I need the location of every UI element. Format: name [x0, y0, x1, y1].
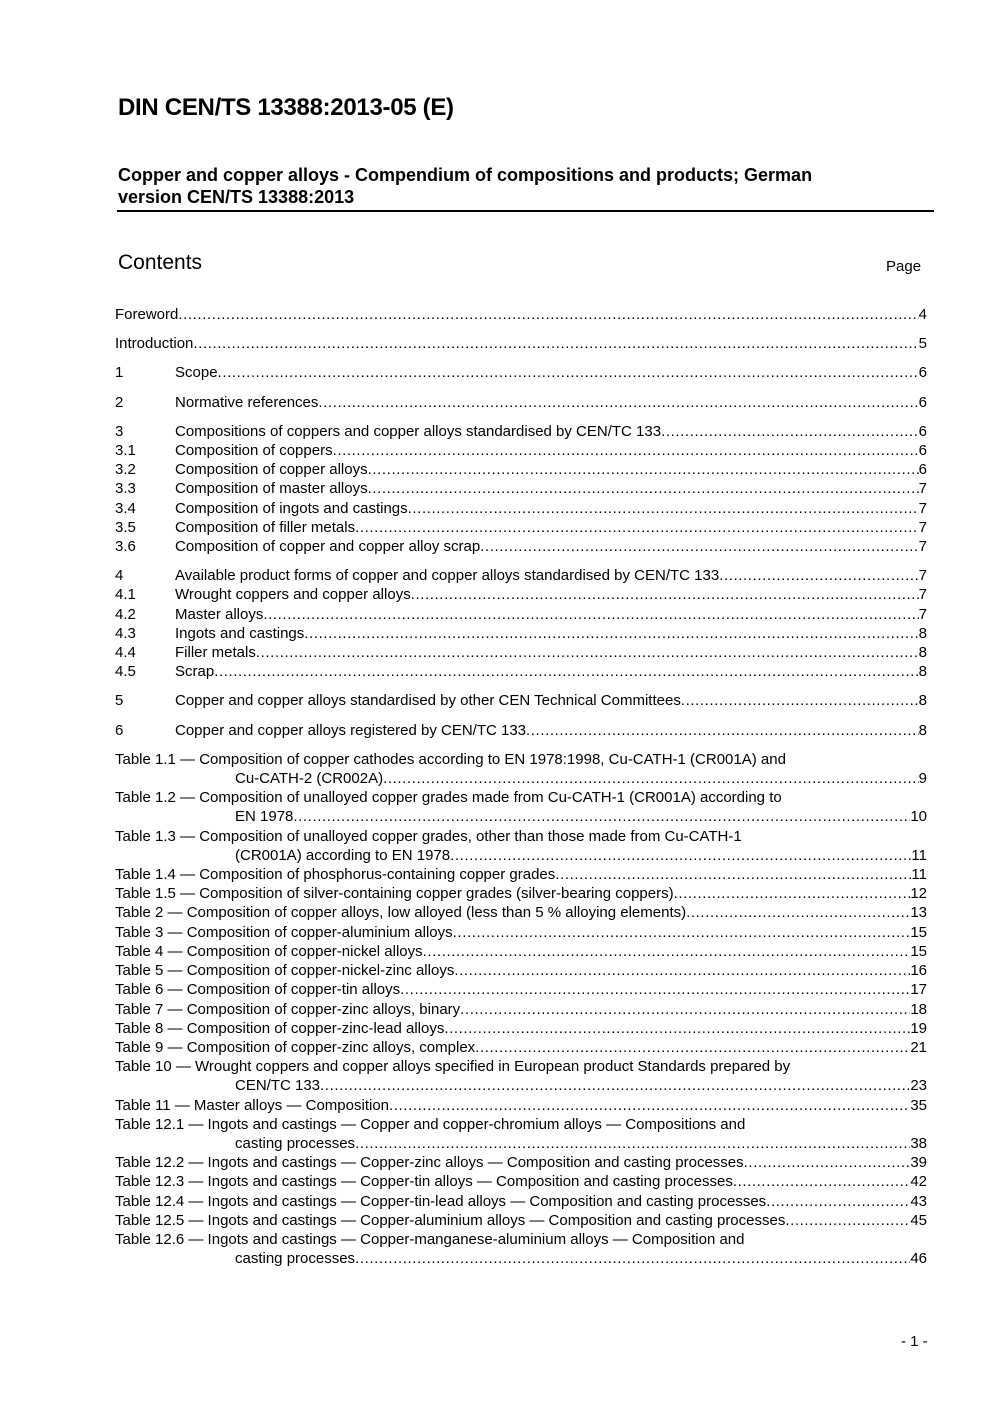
dot-leader	[785, 1211, 910, 1230]
toc-table-entry[interactable]	[115, 1115, 927, 1153]
page-ref: 7	[918, 567, 927, 585]
page-ref: 15	[910, 923, 927, 941]
dot-leader	[178, 305, 918, 324]
dot-leader	[333, 441, 919, 460]
section-title: Introduction	[115, 335, 194, 353]
dot-leader	[411, 585, 919, 604]
page-ref: 12	[910, 885, 927, 903]
toc-entry[interactable]	[115, 460, 927, 479]
page-ref: 8	[918, 644, 927, 662]
subtitle-line: version CEN/TS 13388:2013	[118, 187, 355, 207]
toc-table-entry[interactable]	[115, 961, 927, 980]
section-number: 3.5	[115, 518, 136, 536]
section-number: 3.6	[115, 538, 136, 556]
section-number: 2	[115, 393, 124, 411]
page-ref: 13	[910, 904, 927, 922]
dot-leader	[526, 721, 919, 740]
dot-leader	[320, 1076, 910, 1095]
toc-entry[interactable]	[115, 518, 927, 537]
toc-table-entry[interactable]	[115, 1000, 927, 1019]
toc-table-entry[interactable]	[115, 884, 927, 903]
table-title: Table 11 — Master alloys — Composition	[115, 1096, 389, 1114]
table-title: Table 12.4 — Ingots and castings — Copper-tin-lead alloys — Composition and casting processes	[115, 1192, 767, 1210]
toc-table-entry[interactable]	[115, 1211, 927, 1230]
toc-entry[interactable]	[115, 334, 927, 353]
section-number: 4	[115, 567, 124, 585]
table-title: Table 1.3 — Composition of unalloyed copper grades, other than those made from Cu-CATH-1	[115, 827, 742, 845]
table-title-continuation: Cu-CATH-2 (CR002A)	[235, 770, 384, 788]
page-ref: 38	[910, 1134, 927, 1152]
toc-table-entry[interactable]	[115, 1038, 927, 1057]
page-ref: 23	[910, 1077, 927, 1095]
page-ref: 16	[910, 962, 927, 980]
table-title: Table 12.1 — Ingots and castings — Copper and copper-chromium alloys — Compositions and	[115, 1115, 746, 1133]
section-title: Ingots and castings	[175, 624, 305, 642]
section-number: 4.3	[115, 624, 136, 642]
toc-table-entry[interactable]	[115, 865, 927, 884]
dot-leader	[453, 923, 911, 942]
toc-entry[interactable]	[115, 643, 927, 662]
section-number: 4.2	[115, 605, 136, 623]
toc-table-entry[interactable]	[115, 1172, 927, 1191]
page-ref: 17	[910, 981, 927, 999]
section-number: 3.4	[115, 499, 136, 517]
section-title: Wrought coppers and copper alloys	[175, 586, 411, 604]
toc-entry[interactable]	[115, 393, 927, 412]
table-title: Table 2 — Composition of copper alloys, low alloyed (less than 5 % alloying elements)	[115, 904, 687, 922]
dot-leader	[733, 1172, 910, 1191]
dot-leader	[368, 479, 919, 498]
page-ref: 19	[910, 1019, 927, 1037]
page-ref: 4	[918, 306, 927, 323]
section-number: 3.1	[115, 442, 136, 460]
toc-entry[interactable]	[115, 624, 927, 643]
section-title: Copper and copper alloys standardised by other CEN Technical Committees	[175, 692, 681, 710]
page-ref: 46	[910, 1250, 927, 1268]
page-ref: 11	[911, 866, 927, 884]
table-title: Table 7 — Composition of copper-zinc alloys, binary	[115, 1000, 461, 1018]
contents-heading: Contents	[118, 251, 203, 274]
dot-leader	[480, 537, 918, 556]
dot-leader	[454, 961, 910, 980]
section-title: Composition of master alloys	[175, 480, 368, 498]
dot-leader	[304, 624, 918, 643]
section-title: Scrap	[175, 663, 215, 681]
page-ref: 6	[918, 393, 927, 411]
section-title: Composition of ingots and castings	[175, 499, 408, 517]
toc-entry[interactable]	[115, 662, 927, 681]
page-ref: 7	[918, 480, 927, 498]
toc-table-entry[interactable]	[115, 1153, 927, 1172]
toc-entry[interactable]	[115, 422, 927, 441]
table-title: Table 12.3 — Ingots and castings — Copper-tin alloys — Composition and casting processes	[115, 1173, 733, 1191]
page-ref: 7	[918, 586, 927, 604]
toc-table-entry[interactable]	[115, 1192, 927, 1211]
page-ref: 7	[918, 499, 927, 517]
table-title: Table 1.1 — Composition of copper cathodes according to EN 1978:1998, Cu-CATH-1 (CR001A) and	[115, 750, 786, 768]
document-subtitle	[118, 164, 918, 208]
subtitle-line: Copper and copper alloys - Compendium of compositions and products; German	[118, 165, 813, 185]
dot-leader	[355, 518, 919, 537]
dot-leader	[193, 334, 918, 353]
dot-leader	[368, 460, 919, 479]
dot-leader	[460, 1000, 910, 1019]
page-ref: 8	[918, 663, 927, 681]
section-number: 3.3	[115, 480, 136, 498]
dot-leader	[355, 1134, 910, 1153]
table-title: Table 12.6 — Ingots and castings — Copper-manganese-aluminium alloys — Composition and	[115, 1230, 745, 1248]
page-ref: 6	[918, 364, 927, 382]
toc-entry[interactable]	[115, 721, 927, 740]
section-title: Master alloys	[175, 605, 264, 623]
section-number: 4.1	[115, 586, 136, 604]
page-ref: 5	[918, 335, 927, 353]
table-title-continuation: (CR001A) according to EN 1978	[235, 846, 451, 864]
section-number: 4.4	[115, 644, 136, 662]
dot-leader	[661, 422, 919, 441]
table-title-continuation: EN 1978	[235, 808, 294, 826]
section-title: Composition of filler metals	[175, 518, 356, 536]
page-ref: 18	[910, 1000, 927, 1018]
dot-leader	[681, 691, 919, 710]
dot-leader	[293, 807, 910, 826]
page-ref: 39	[910, 1154, 927, 1172]
page-ref: 35	[910, 1096, 927, 1114]
page-ref: 6	[918, 422, 927, 440]
section-number: 6	[115, 721, 124, 739]
dot-leader	[423, 942, 911, 961]
table-title: Table 12.5 — Ingots and castings — Copper-aluminium alloys — Composition and casting processes	[115, 1211, 786, 1229]
doc-id-heading: DIN CEN/TS 13388:2013-05 (E)	[118, 94, 454, 121]
table-title: Table 5 — Composition of copper-nickel-zinc alloys	[115, 962, 455, 980]
page-ref: 6	[918, 461, 927, 479]
toc-table-entry[interactable]	[115, 980, 927, 999]
page-ref: 7	[918, 605, 927, 623]
toc-entry[interactable]	[115, 566, 927, 585]
section-number: 5	[115, 692, 124, 710]
table-title: Table 8 — Composition of copper-zinc-lead alloys	[115, 1019, 445, 1037]
page-ref: 7	[918, 518, 927, 536]
page-ref: 7	[918, 538, 927, 556]
toc-table-entry[interactable]	[115, 942, 927, 961]
toc-table-entry[interactable]	[115, 788, 927, 826]
table-of-contents	[115, 305, 927, 1268]
page-ref: 42	[910, 1173, 927, 1191]
page-ref: 8	[918, 721, 927, 739]
dot-leader	[383, 769, 919, 788]
toc-table-entry[interactable]	[115, 923, 927, 942]
table-title: Table 12.2 — Ingots and castings — Copper-zinc alloys — Composition and casting processes	[115, 1154, 744, 1172]
table-title: Table 10 — Wrought coppers and copper alloys specified in European product Standards prepared by	[115, 1058, 791, 1076]
section-title: Normative references	[175, 393, 319, 411]
page-ref: 6	[918, 442, 927, 460]
dot-leader	[450, 846, 911, 865]
section-number: 4.5	[115, 663, 136, 681]
section-title: Composition of coppers	[175, 442, 333, 460]
toc-table-entry[interactable]	[115, 1096, 927, 1115]
table-title: Table 3 — Composition of copper-aluminium alloys	[115, 923, 453, 941]
section-number: 3	[115, 422, 124, 440]
toc-entry[interactable]	[115, 499, 927, 518]
dot-leader	[686, 903, 910, 922]
dot-leader	[256, 643, 919, 662]
dot-leader	[355, 1249, 910, 1268]
toc-entry[interactable]	[115, 441, 927, 460]
dot-leader	[719, 566, 918, 585]
page-ref: 43	[910, 1192, 927, 1210]
page-number-footer: - 1 -	[901, 1333, 928, 1350]
page-column-heading: Page	[886, 258, 922, 275]
toc-entry[interactable]	[115, 605, 927, 624]
page-ref: 11	[911, 846, 927, 864]
toc-table-entry[interactable]	[115, 1019, 927, 1038]
table-title: Table 1.2 — Composition of unalloyed copper grades made from Cu-CATH-1 (CR001A) according to	[115, 789, 782, 807]
page-ref: 8	[918, 692, 927, 710]
page-ref: 15	[910, 942, 927, 960]
dot-leader	[318, 393, 918, 412]
section-number: 1	[115, 364, 124, 382]
dot-leader	[263, 605, 918, 624]
table-title: Table 1.4 — Composition of phosphorus-containing copper grades	[115, 866, 556, 884]
table-title: Table 9 — Composition of copper-zinc alloys, complex	[115, 1038, 476, 1056]
toc-table-entry[interactable]	[115, 750, 927, 788]
title-rule	[117, 210, 934, 212]
toc-table-entry[interactable]	[115, 1057, 927, 1095]
toc-entry[interactable]	[115, 537, 927, 556]
table-title: Table 1.5 — Composition of silver-containing copper grades (silver-bearing coppers)	[115, 885, 674, 903]
toc-table-entry[interactable]	[115, 1230, 927, 1268]
section-title: Scope	[175, 364, 218, 382]
dot-leader	[400, 980, 910, 999]
page-ref: 10	[910, 808, 927, 826]
dot-leader	[674, 884, 911, 903]
dot-leader	[766, 1192, 910, 1211]
dot-leader	[218, 363, 919, 382]
section-title: Filler metals	[175, 644, 256, 662]
table-title-continuation: CEN/TC 133	[235, 1077, 321, 1095]
dot-leader	[475, 1038, 910, 1057]
toc-entry[interactable]	[115, 691, 927, 710]
page-ref: 8	[918, 624, 927, 642]
section-title: Foreword	[115, 306, 179, 323]
toc-entry[interactable]	[115, 479, 927, 498]
toc-table-entry[interactable]	[115, 903, 927, 922]
table-title: Table 4 — Composition of copper-nickel alloys	[115, 942, 423, 960]
toc-table-entry[interactable]	[115, 827, 927, 865]
table-title: Table 6 — Composition of copper-tin alloys	[115, 981, 401, 999]
section-title: Available product forms of copper and copper alloys standardised by CEN/TC 133	[175, 567, 720, 585]
dot-leader	[444, 1019, 910, 1038]
table-title-continuation: casting processes	[235, 1134, 356, 1152]
toc-entry[interactable]	[115, 363, 927, 382]
toc-entry[interactable]	[115, 305, 927, 324]
dot-leader	[214, 662, 918, 681]
section-number: 3.2	[115, 461, 136, 479]
page-ref: 21	[910, 1038, 927, 1056]
dot-leader	[555, 865, 911, 884]
table-title-continuation: casting processes	[235, 1250, 356, 1268]
dot-leader	[408, 499, 919, 518]
page-ref: 9	[918, 770, 927, 788]
dot-leader	[389, 1096, 910, 1115]
section-title: Composition of copper and copper alloy scrap	[175, 538, 481, 556]
toc-entry[interactable]	[115, 585, 927, 604]
page-ref: 45	[910, 1211, 927, 1229]
dot-leader	[744, 1153, 911, 1172]
section-title: Compositions of coppers and copper alloys standardised by CEN/TC 133	[175, 422, 662, 440]
section-title: Composition of copper alloys	[175, 461, 368, 479]
section-title: Copper and copper alloys registered by CEN/TC 133	[175, 721, 527, 739]
